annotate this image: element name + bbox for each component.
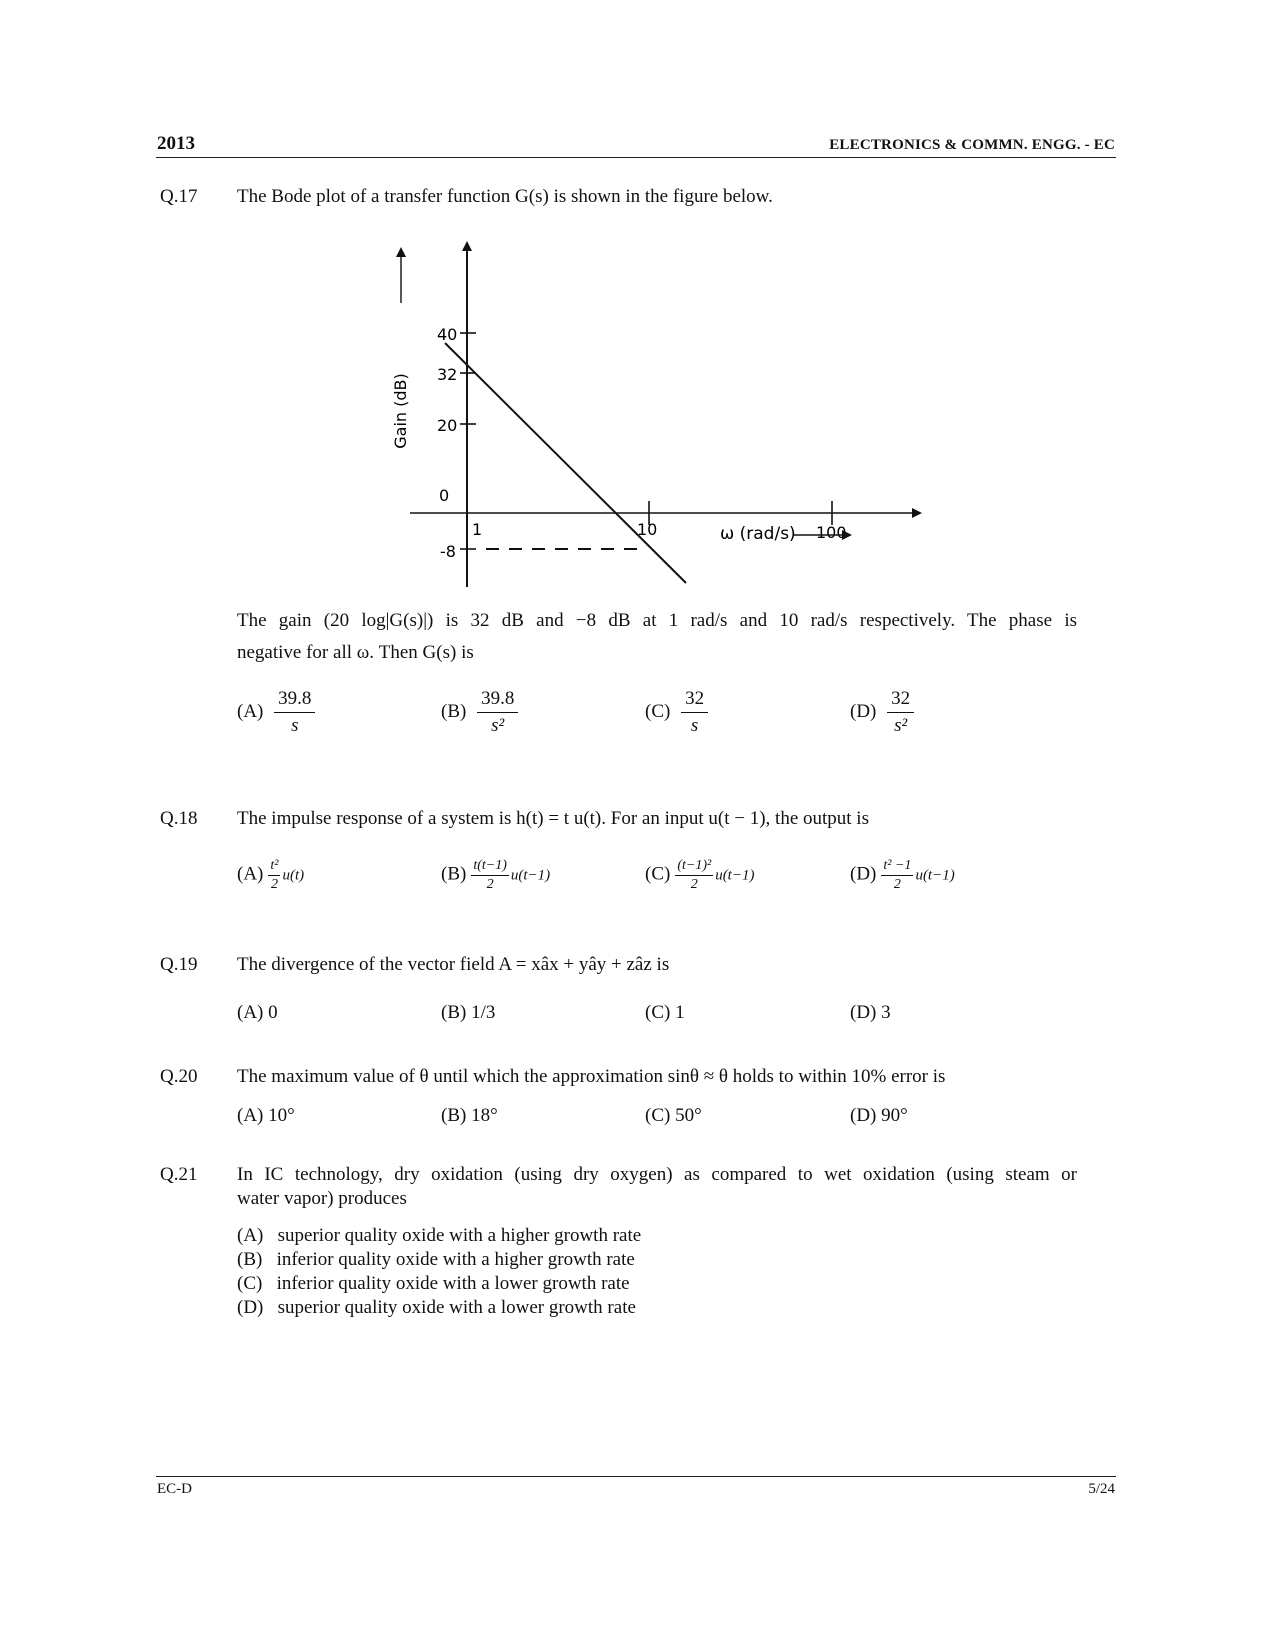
y-label-neg8: -8 — [440, 542, 456, 561]
y-label-20: 20 — [437, 416, 458, 435]
q18-number: Q.18 — [160, 808, 198, 829]
q19-text: The divergence of the vector field A = xâx + yây + zâz is — [237, 954, 670, 975]
x-label-1: 1 — [472, 520, 483, 539]
header-subject: ELECTRONICS & COMMN. ENGG. - EC — [829, 137, 1115, 153]
q21-option-b[interactable]: (B) inferior quality oxide with a higher growth rate — [237, 1249, 635, 1270]
footer-rule — [156, 1476, 1116, 1477]
q20-option-d[interactable]: (D) 90° — [850, 1105, 908, 1126]
y-label-0: 0 — [439, 486, 450, 505]
q19-option-b[interactable]: (B) 1/3 — [441, 1002, 496, 1023]
x-label-10: 10 — [637, 520, 658, 539]
y-label-32: 32 — [437, 365, 458, 384]
q19-number: Q.19 — [160, 954, 198, 975]
q20-option-c[interactable]: (C) 50° — [645, 1105, 702, 1126]
bode-plot — [390, 235, 930, 600]
q21-text-2: water vapor) produces — [237, 1188, 407, 1209]
x-axis-title: ω (rad/s) — [720, 524, 796, 544]
footer-code: EC-D — [157, 1481, 192, 1497]
q19-option-d[interactable]: (D) 3 — [850, 1002, 891, 1023]
footer-page: 5/24 — [1088, 1481, 1115, 1497]
q21-number: Q.21 — [160, 1164, 198, 1185]
q18-option-b[interactable]: (B) $\frac{t(t-1)}{2}$ u(t−1) — [441, 858, 551, 892]
q18-text: The impulse response of a system is h(t) = t u(t). For an input u(t − 1), the output is — [237, 808, 869, 829]
q18-option-a[interactable]: (A) $\frac{\text{t²}}{2}$ u(t) — [237, 858, 305, 892]
q20-option-a[interactable]: (A) 10° — [237, 1105, 295, 1126]
x-label-100: 100 — [816, 523, 847, 542]
q21-text: In IC technology, dry oxidation (using dry oxygen) as compared to wet oxidation (using steam or — [237, 1164, 1077, 1185]
header-rule — [156, 157, 1116, 158]
q17-option-d[interactable]: (D) $\frac{32}{\text{s²}}$ — [850, 688, 914, 737]
q17-option-a[interactable]: (A) $\frac{39.8}{s}$ — [237, 688, 315, 737]
q17-text-3: negative for all ω. Then G(s) is — [237, 642, 474, 663]
gain-line — [445, 343, 686, 583]
q21-option-d[interactable]: (D) superior quality oxide with a lower growth rate — [237, 1297, 636, 1318]
q17-text: The Bode plot of a transfer function G(s) is shown in the figure below. — [237, 186, 773, 207]
q20-option-b[interactable]: (B) 18° — [441, 1105, 498, 1126]
q17-text-2: The gain (20 log|G(s)|) is 32 dB and −8 dB at 1 rad/s and 10 rad/s respectively. The phase is — [237, 610, 1077, 631]
header-year: 2013 — [157, 133, 195, 154]
q21-option-a[interactable]: (A) superior quality oxide with a higher growth rate — [237, 1225, 642, 1246]
q18-option-d[interactable]: (D) $\frac{\text{t² −1}}{2}$ u(t−1) — [850, 858, 955, 892]
q19-option-c[interactable]: (C) 1 — [645, 1002, 685, 1023]
q20-text: The maximum value of θ until which the approximation sinθ ≈ θ holds to within 10% error is — [237, 1066, 946, 1087]
q18-option-c[interactable]: (C) $\frac{\text{(t−1)²}}{2}$ u(t−1) — [645, 858, 755, 892]
q20-number: Q.20 — [160, 1066, 198, 1087]
q17-option-c[interactable]: (C) $\frac{32}{s}$ — [645, 688, 708, 737]
q17-number: Q.17 — [160, 186, 198, 207]
y-axis-title: Gain (dB) — [391, 373, 410, 449]
y-label-40: 40 — [437, 325, 458, 344]
q17-option-b[interactable]: (B) $\frac{39.8}{\text{s²}}$ — [441, 688, 518, 737]
q19-option-a[interactable]: (A) 0 — [237, 1002, 278, 1023]
q21-option-c[interactable]: (C) inferior quality oxide with a lower growth rate — [237, 1273, 630, 1294]
